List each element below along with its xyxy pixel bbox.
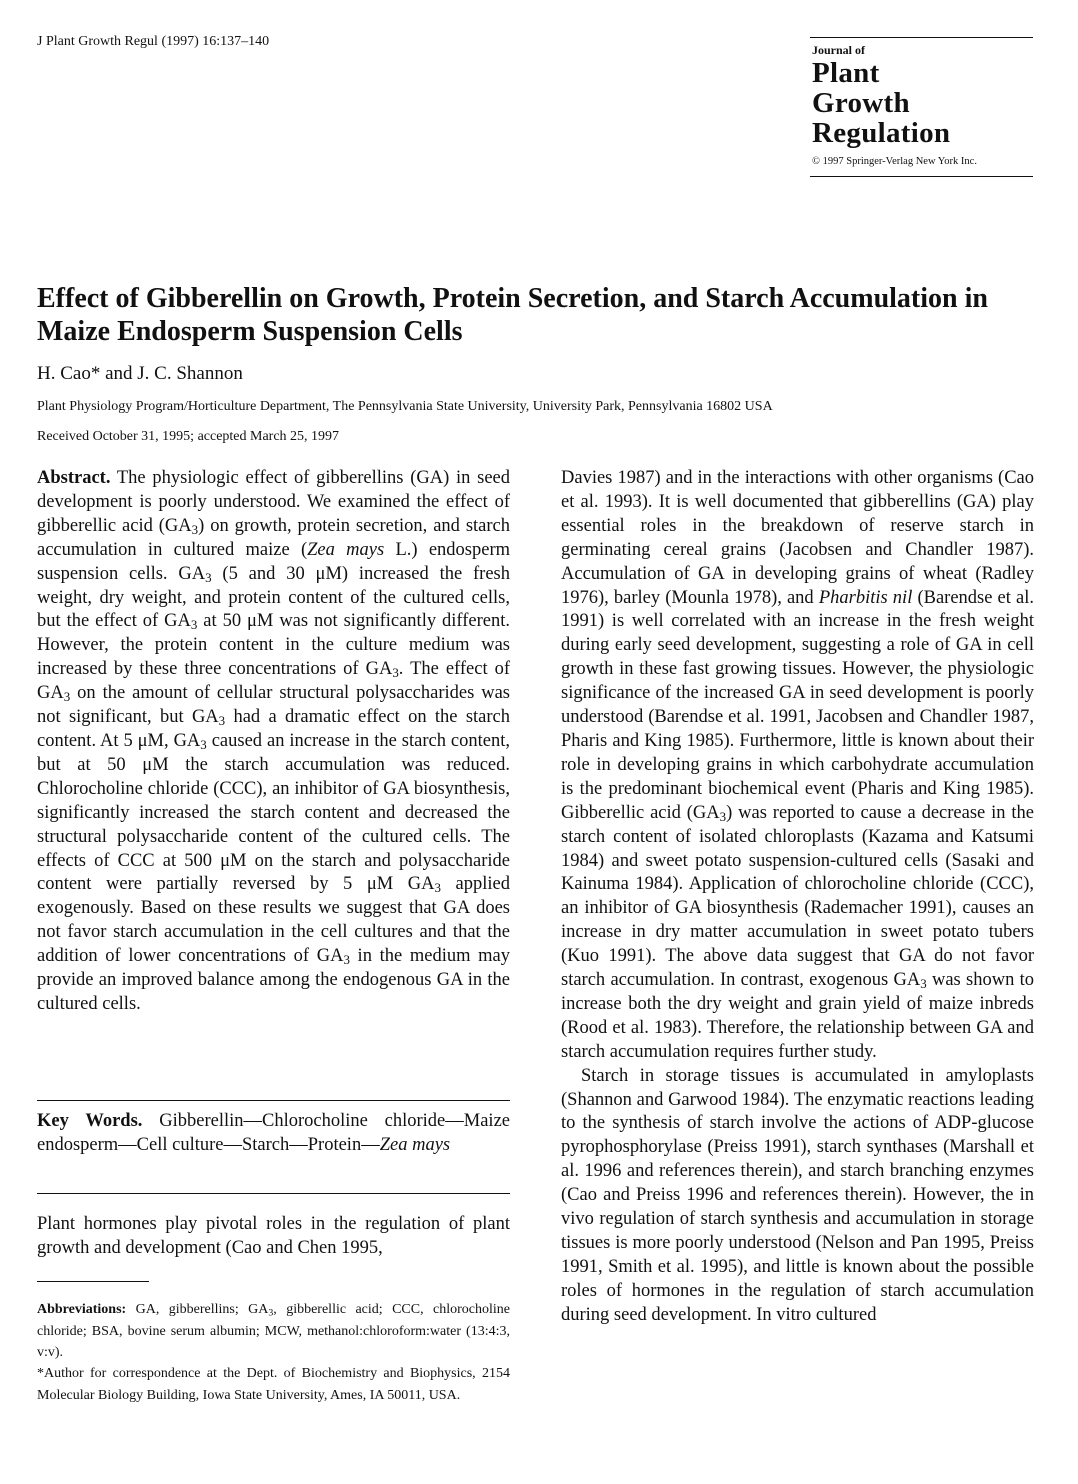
journal-masthead bbox=[810, 37, 1033, 177]
body-text: was shown to increase both the dry weight and grain yield of maize inbreds (Rood et al. 1983). Therefore, the relationship between GA and starch accumulation requires further study. bbox=[561, 970, 1034, 1062]
subscript: 3 bbox=[63, 689, 71, 705]
abstract-text: caused an increase in the starch content, but at 50 μM the starch accumulation was reduced. Chlorocholine chloride (CCC), an inhibitor of GA biosynthesis, significantly increased the starch content and decreased the structural polysaccharide content of the cultured cells. The effects of CCC at 500 μM on the starch and polysaccharide content were partially reversed by 5 μM GA bbox=[37, 730, 510, 895]
abbreviations-footnote bbox=[37, 1299, 510, 1364]
keywords-text: Gibberellin—Chlorocholine chloride—Maize endosperm—Cell culture—Starch—Protein— bbox=[37, 1111, 510, 1155]
abstract-text: had a dramatic effect on the starch content. At 5 μM, GA bbox=[37, 707, 511, 751]
article-title: Effect of Gibberellin on Growth, Protein Secretion, and Starch Accumulation in Maize Endosperm Suspension Cells bbox=[37, 283, 988, 347]
abstract-text: . The effect of GA bbox=[37, 659, 510, 704]
keywords bbox=[37, 1110, 510, 1158]
body-text: ) was reported to cause a decrease in the starch content of isolated chloroplasts (Kazama and Katsumi 1984) and sweet potato suspension-cultured cells (Sasaki and Kainuma 1984). Application of chlorocholine chloride (CCC), an inhibitor of GA biosynthesis (Rademacher 1991), causes an increase in dry matter accumulation in sweet potato tubers (Kuo 1991). The above data suggest that GA do not favor starch accumulation. In contrast, exogenous GA bbox=[561, 802, 1034, 991]
journal-logo-title: Plant Growth Regulation bbox=[812, 57, 951, 149]
subscript: 3 bbox=[268, 1307, 274, 1319]
abbreviations-label: Abbreviations: bbox=[37, 1302, 127, 1317]
species-name: Zea mays bbox=[379, 1134, 451, 1155]
keywords-top-rule bbox=[37, 1100, 510, 1101]
subscript: 3 bbox=[218, 713, 226, 729]
intro-paragraph: Plant hormones play pivotal roles in the regulation of plant growth and development (Cao and Chen 1995, bbox=[37, 1214, 510, 1258]
body-text: Davies 1987) and in the interactions with other organisms (Cao et al. 1993). It is well documented that gibberellins (GA) play essential roles in the breakdown of reserve starch in germinating cereal grains (Jacobsen and Chandler 1987). Accumulation of GA in developing grains of wheat (Radley 1976), barley (Mounla 1978), and bbox=[561, 468, 1034, 608]
intro-paragraph-continued bbox=[561, 467, 1034, 1065]
abstract-text: ) on growth, protein secretion, and starch accumulation in cultured maize ( bbox=[37, 515, 510, 560]
keywords-bottom-rule bbox=[37, 1193, 510, 1194]
journal-citation: J Plant Growth Regul (1997) 16:137–140 bbox=[37, 34, 270, 49]
subscript: 3 bbox=[434, 880, 441, 896]
abstract-label: Abstract. bbox=[37, 468, 111, 488]
abstract bbox=[37, 467, 510, 1017]
abstract-text: at 50 μM was not significantly different. However, the protein content in the culture medium was increased by these three concentrations of GA bbox=[37, 611, 510, 680]
right-column bbox=[561, 467, 1034, 1328]
subscript: 3 bbox=[200, 737, 207, 753]
abstract-text: on the amount of cellular structural polysaccharides was not significant, but GA bbox=[37, 683, 510, 728]
abstract-text: applied exogenously. Based on these results we suggest that GA does not favor starch accumulation in the cell cultures and that the addition of lower concentrations of GA bbox=[37, 874, 511, 967]
species-name: Zea mays bbox=[307, 539, 385, 560]
footnote-text: GA, gibberellins; GA bbox=[126, 1302, 269, 1317]
author-affiliation: Plant Physiology Program/Horticulture Department, The Pennsylvania State University, University Park, Pennsylvania 16802 USA bbox=[37, 399, 773, 414]
abstract-text: (5 and 30 μM) increased the fresh weight, dry weight, and protein content of the cultured cells, but the effect of GA bbox=[37, 563, 511, 632]
body-paragraph: Starch in storage tissues is accumulated in amyloplasts (Shannon and Garwood 1984). The enzymatic reactions leading to the synthesis of starch involve the actions of ADP-glucose pyrophosphorylase (Preiss 1991), starch synthases (Marshall et al. 1996 and references therein), and starch branching enzymes (Cao and Preiss 1996 and references therein). However, the in vivo regulation of starch synthesis and accumulation in storage tissues is more poorly understood (Nelson and Pan 1995, Preiss 1991, Smith et al. 1995), and little is known about the possible roles of hormones in the regulation of starch accumulation during seed development. In vitro cultured bbox=[561, 1065, 1034, 1325]
article-authors: H. Cao* and J. C. Shannon bbox=[37, 363, 243, 384]
journal-of-label: Journal of bbox=[812, 43, 866, 57]
subscript: 3 bbox=[190, 617, 198, 633]
received-dates: Received October 31, 1995; accepted March 25, 1997 bbox=[37, 429, 340, 444]
body-text: (Barendse et al. 1991) is well correlated with an increase in the fresh weight during early seed development, suggesting a role of GA in cell growth in these fast growing tissues. However, the physiologic significance of the increased GA in seed development is poorly understood (Barendse et al. 1991, Jacobsen and Chandler 1987, Pharis and King 1985). Furthermore, little is known about their role in developing grains in which carbohydrate accumulation is the predominant biochemical event (Pharis and King 1985). Gibberellic acid (GA bbox=[561, 587, 1034, 823]
subscript: 3 bbox=[343, 952, 350, 968]
footnote-text: , gibberellic acid; CCC, chlorocholine chloride; BSA, bovine serum albumin; MCW, methanol:chloroform:water (13:4:3, v:v). bbox=[37, 1302, 510, 1360]
subscript: 3 bbox=[719, 808, 727, 824]
keywords-label: Key Words. bbox=[37, 1111, 143, 1131]
subscript: 3 bbox=[205, 569, 212, 585]
correspondence-footnote: *Author for correspondence at the Dept. of Biochemistry and Biophysics, 2154 Molecular Biology Building, Iowa State University, Ames, IA 50011, USA. bbox=[37, 1366, 510, 1403]
footnote-rule bbox=[37, 1281, 149, 1282]
copyright-line: © 1997 Springer-Verlag New York Inc. bbox=[812, 156, 977, 167]
subscript: 3 bbox=[191, 522, 199, 538]
abstract-text: The physiologic effect of gibberellins (GA) in seed development is poorly understood. We examined the effect of gibberellic acid (GA bbox=[37, 468, 510, 536]
species-name: Pharbitis nil bbox=[818, 587, 913, 608]
abstract-text: L.) endosperm suspension cells. GA bbox=[37, 539, 510, 584]
subscript: 3 bbox=[392, 665, 399, 681]
introduction-start bbox=[37, 1213, 510, 1261]
subscript: 3 bbox=[920, 976, 927, 992]
abstract-text: in the medium may provide an improved balance among the endogenous GA in the cultured cells. bbox=[37, 946, 510, 1014]
